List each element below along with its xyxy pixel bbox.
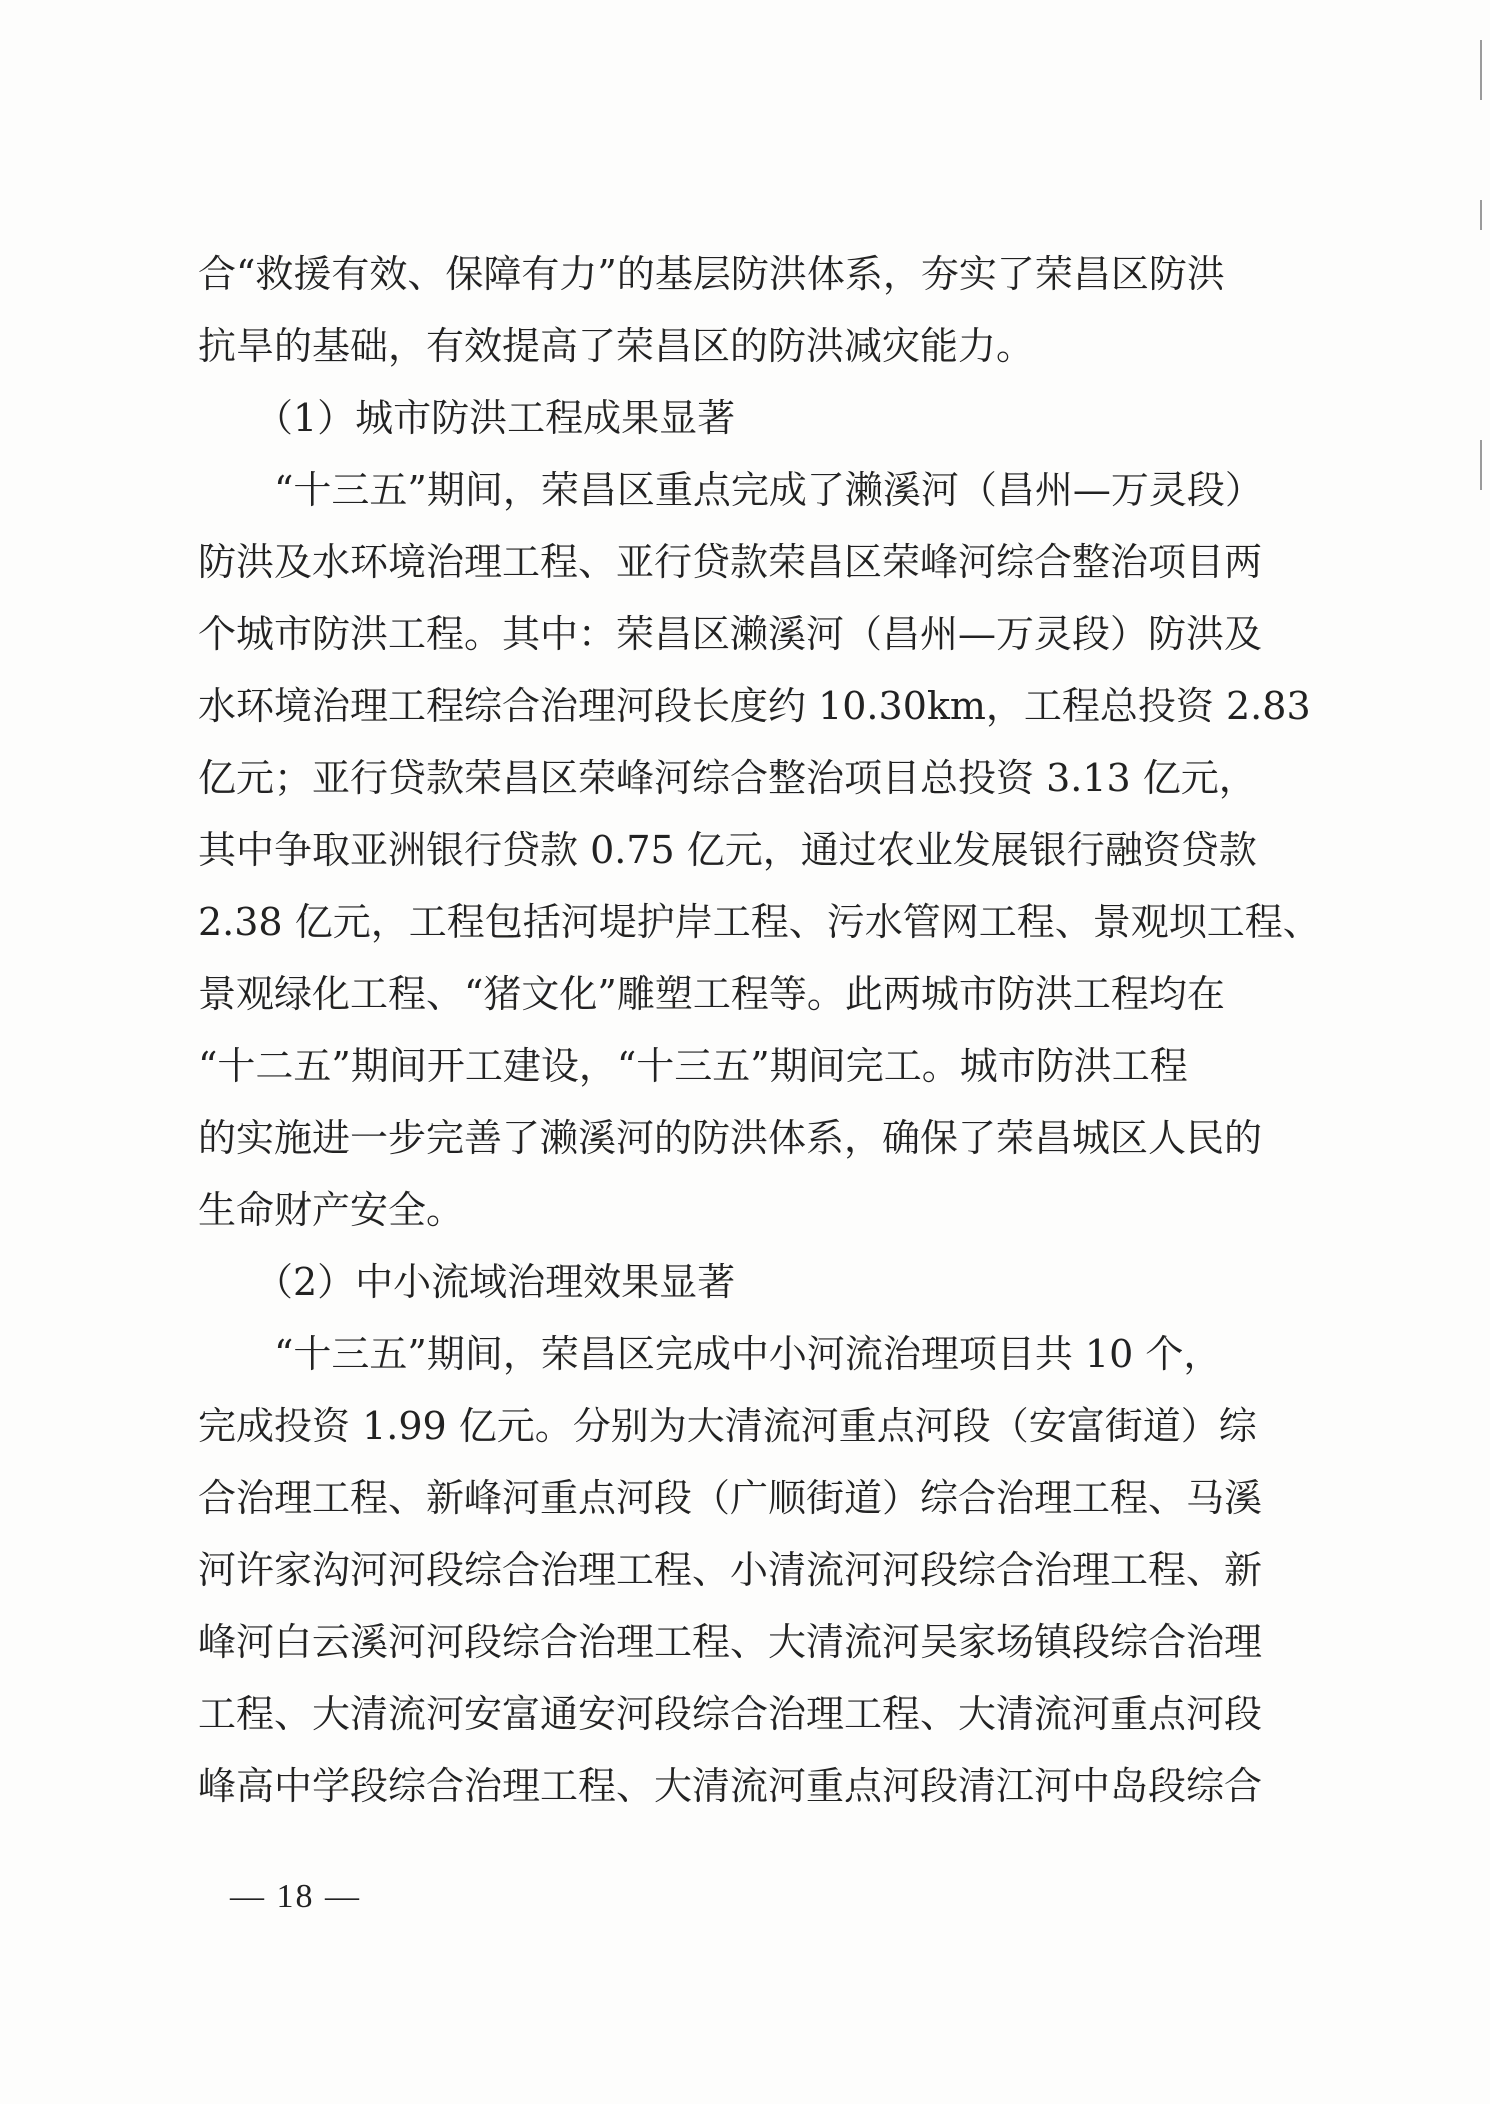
scan-mark bbox=[1480, 40, 1482, 100]
section-heading: （2）中小流域治理效果显著 bbox=[198, 1260, 736, 1304]
text-line: “十三五”期间，荣昌区完成中小河流治理项目共 10 个， bbox=[198, 1332, 1222, 1376]
section-heading: （1）城市防洪工程成果显著 bbox=[198, 396, 736, 440]
text-line: 其中争取亚洲银行贷款 0.75 亿元，通过农业发展银行融资贷款 bbox=[198, 828, 1257, 872]
text-line: 峰河白云溪河河段综合治理工程、大清流河吴家场镇段综合治理 bbox=[198, 1620, 1263, 1664]
text-line: 完成投资 1.99 亿元。分别为大清流河重点河段（安富街道）综 bbox=[198, 1404, 1257, 1448]
text-line: 抗旱的基础，有效提高了荣昌区的防洪减灾能力。 bbox=[198, 324, 1035, 368]
text-line: 个城市防洪工程。其中：荣昌区濑溪河（昌州—万灵段）防洪及 bbox=[198, 612, 1263, 656]
body-text bbox=[198, 238, 1321, 1822]
text-line: 的实施进一步完善了濑溪河的防洪体系，确保了荣昌城区人民的 bbox=[198, 1116, 1263, 1160]
text-line: 工程、大清流河安富通安河段综合治理工程、大清流河重点河段 bbox=[198, 1692, 1263, 1736]
text-line: 水环境治理工程综合治理河段长度约 10.30km，工程总投资 2.83 bbox=[198, 684, 1311, 728]
text-line: 合“救援有效、保障有力”的基层防洪体系，夯实了荣昌区防洪 bbox=[198, 252, 1225, 296]
text-line: 河许家沟河河段综合治理工程、小清流河河段综合治理工程、新 bbox=[198, 1548, 1263, 1592]
text-line: “十三五”期间，荣昌区重点完成了濑溪河（昌州—万灵段） bbox=[198, 468, 1263, 512]
scan-mark bbox=[1480, 200, 1482, 230]
page-number: — 18 — bbox=[230, 1878, 361, 1915]
text-line: 亿元；亚行贷款荣昌区荣峰河综合整治项目总投资 3.13 亿元， bbox=[198, 756, 1257, 800]
scan-margin-marks bbox=[1480, 0, 1484, 2104]
text-line: 2.38 亿元，工程包括河堤护岸工程、污水管网工程、景观坝工程、 bbox=[198, 900, 1321, 944]
text-line: 防洪及水环境治理工程、亚行贷款荣昌区荣峰河综合整治项目两 bbox=[198, 540, 1263, 584]
scan-mark bbox=[1480, 440, 1482, 490]
text-line: 景观绿化工程、“猪文化”雕塑工程等。此两城市防洪工程均在 bbox=[198, 972, 1225, 1016]
text-line: “十二五”期间开工建设，“十三五”期间完工。城市防洪工程 bbox=[198, 1044, 1188, 1088]
text-line: 生命财产安全。 bbox=[198, 1188, 465, 1232]
text-line: 合治理工程、新峰河重点河段（广顺街道）综合治理工程、马溪 bbox=[198, 1476, 1263, 1520]
text-line: 峰高中学段综合治理工程、大清流河重点河段清江河中岛段综合 bbox=[198, 1764, 1263, 1808]
